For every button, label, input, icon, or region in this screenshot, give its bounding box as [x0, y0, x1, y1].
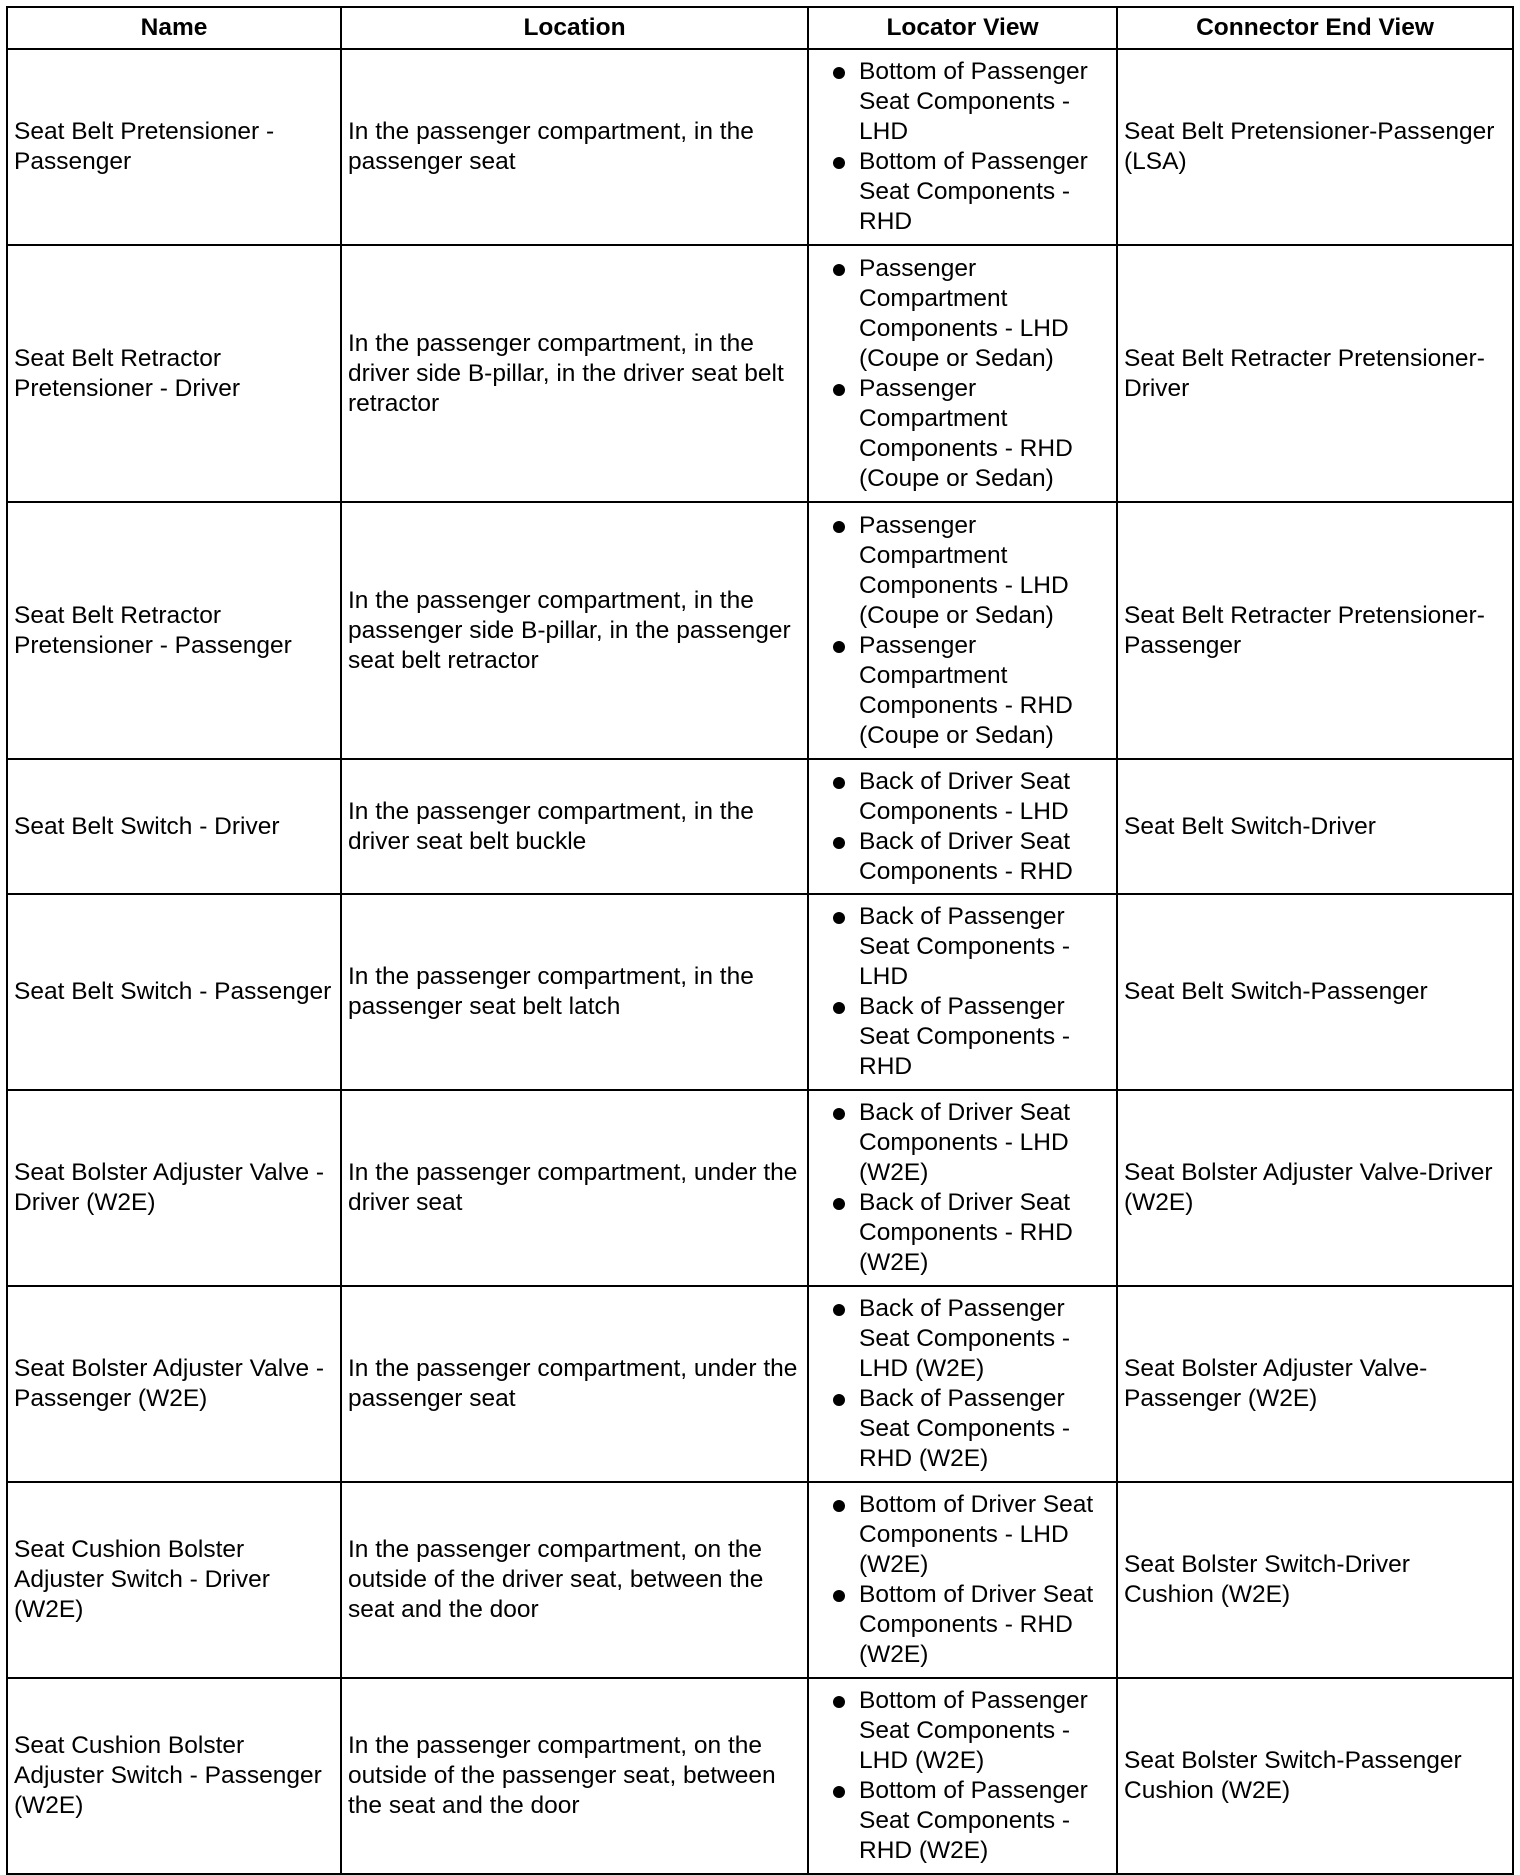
cell-name: Seat Cushion Bolster Adjuster Switch - Driver (W2E) [7, 1482, 341, 1678]
header-connector-end-view: Connector End View [1117, 7, 1513, 49]
cell-connector-end-view[interactable]: Seat Bolster Adjuster Valve-Passenger (W2E) [1117, 1286, 1513, 1482]
locator-view-link[interactable]: Bottom of Driver Seat Components - LHD (W2E) [829, 1490, 1110, 1580]
locator-view-link[interactable]: Passenger Compartment Components - LHD (Coupe or Sedan) [829, 254, 1110, 374]
cell-connector-end-view[interactable]: Seat Belt Switch-Driver [1117, 759, 1513, 894]
cell-locator-view [808, 49, 1117, 245]
locator-view-list [829, 767, 1110, 887]
cell-locator-view [808, 1090, 1117, 1286]
cell-locator-view [808, 502, 1117, 759]
table-row [7, 1286, 1513, 1482]
cell-location: In the passenger compartment, on the outside of the passenger seat, between the seat and the door [341, 1678, 808, 1874]
cell-locator-view [808, 245, 1117, 502]
cell-name: Seat Belt Switch - Driver [7, 759, 341, 894]
cell-locator-view [808, 1678, 1117, 1874]
cell-name: Seat Belt Retractor Pretensioner - Passenger [7, 502, 341, 759]
cell-location: In the passenger compartment, under the driver seat [341, 1090, 808, 1286]
cell-location: In the passenger compartment, in the driver seat belt buckle [341, 759, 808, 894]
header-location: Location [341, 7, 808, 49]
cell-location: In the passenger compartment, in the passenger seat belt latch [341, 894, 808, 1090]
cell-name: Seat Belt Pretensioner - Passenger [7, 49, 341, 245]
table-row [7, 894, 1513, 1090]
table-row [7, 49, 1513, 245]
locator-view-link[interactable]: Bottom of Passenger Seat Components - RHD (W2E) [829, 1776, 1110, 1866]
locator-view-link[interactable]: Back of Passenger Seat Components - RHD (W2E) [829, 1384, 1110, 1474]
cell-location: In the passenger compartment, on the outside of the driver seat, between the seat and the door [341, 1482, 808, 1678]
cell-connector-end-view[interactable]: Seat Belt Retracter Pretensioner-Driver [1117, 245, 1513, 502]
table-row [7, 759, 1513, 894]
locator-view-list [829, 511, 1110, 751]
locator-view-link[interactable]: Passenger Compartment Components - LHD (Coupe or Sedan) [829, 511, 1110, 631]
cell-connector-end-view[interactable]: Seat Bolster Switch-Passenger Cushion (W2E) [1117, 1678, 1513, 1874]
cell-location: In the passenger compartment, in the driver side B-pillar, in the driver seat belt retractor [341, 245, 808, 502]
cell-name: Seat Cushion Bolster Adjuster Switch - Passenger (W2E) [7, 1678, 341, 1874]
cell-name: Seat Bolster Adjuster Valve - Driver (W2E) [7, 1090, 341, 1286]
table-row [7, 1482, 1513, 1678]
locator-view-list [829, 902, 1110, 1082]
table-row [7, 502, 1513, 759]
component-locator-table [6, 6, 1514, 1875]
locator-view-link[interactable]: Bottom of Driver Seat Components - RHD (W2E) [829, 1580, 1110, 1670]
cell-connector-end-view[interactable]: Seat Bolster Switch-Driver Cushion (W2E) [1117, 1482, 1513, 1678]
cell-name: Seat Belt Retractor Pretensioner - Driver [7, 245, 341, 502]
cell-location: In the passenger compartment, under the passenger seat [341, 1286, 808, 1482]
cell-connector-end-view[interactable]: Seat Bolster Adjuster Valve-Driver (W2E) [1117, 1090, 1513, 1286]
header-name: Name [7, 7, 341, 49]
cell-name: Seat Bolster Adjuster Valve - Passenger (W2E) [7, 1286, 341, 1482]
locator-view-link[interactable]: Bottom of Passenger Seat Components - LHD (W2E) [829, 1686, 1110, 1776]
table-row [7, 245, 1513, 502]
cell-locator-view [808, 1482, 1117, 1678]
locator-view-list [829, 254, 1110, 494]
table-row [7, 1090, 1513, 1286]
header-locator-view: Locator View [808, 7, 1117, 49]
locator-view-link[interactable]: Back of Passenger Seat Components - LHD [829, 902, 1110, 992]
header-row [7, 7, 1513, 49]
locator-view-link[interactable]: Back of Driver Seat Components - LHD (W2E) [829, 1098, 1110, 1188]
locator-view-link[interactable]: Back of Passenger Seat Components - RHD [829, 992, 1110, 1082]
locator-view-link[interactable]: Passenger Compartment Components - RHD (Coupe or Sedan) [829, 631, 1110, 751]
locator-view-link[interactable]: Back of Driver Seat Components - LHD [829, 767, 1110, 827]
cell-locator-view [808, 1286, 1117, 1482]
cell-connector-end-view[interactable]: Seat Belt Switch-Passenger [1117, 894, 1513, 1090]
cell-location: In the passenger compartment, in the passenger seat [341, 49, 808, 245]
locator-view-list [829, 1686, 1110, 1866]
locator-view-link[interactable]: Back of Driver Seat Components - RHD [829, 827, 1110, 887]
cell-name: Seat Belt Switch - Passenger [7, 894, 341, 1090]
locator-view-link[interactable]: Passenger Compartment Components - RHD (Coupe or Sedan) [829, 374, 1110, 494]
locator-view-list [829, 57, 1110, 237]
locator-view-link[interactable]: Bottom of Passenger Seat Components - LHD [829, 57, 1110, 147]
cell-locator-view [808, 759, 1117, 894]
locator-view-list [829, 1294, 1110, 1474]
locator-view-link[interactable]: Back of Passenger Seat Components - LHD (W2E) [829, 1294, 1110, 1384]
table-row [7, 1678, 1513, 1874]
locator-view-link[interactable]: Bottom of Passenger Seat Components - RHD [829, 147, 1110, 237]
locator-view-list [829, 1490, 1110, 1670]
cell-connector-end-view[interactable]: Seat Belt Pretensioner-Passenger (LSA) [1117, 49, 1513, 245]
cell-locator-view [808, 894, 1117, 1090]
cell-connector-end-view[interactable]: Seat Belt Retracter Pretensioner-Passenger [1117, 502, 1513, 759]
locator-view-link[interactable]: Back of Driver Seat Components - RHD (W2E) [829, 1188, 1110, 1278]
cell-location: In the passenger compartment, in the passenger side B-pillar, in the passenger seat belt retractor [341, 502, 808, 759]
locator-view-list [829, 1098, 1110, 1278]
